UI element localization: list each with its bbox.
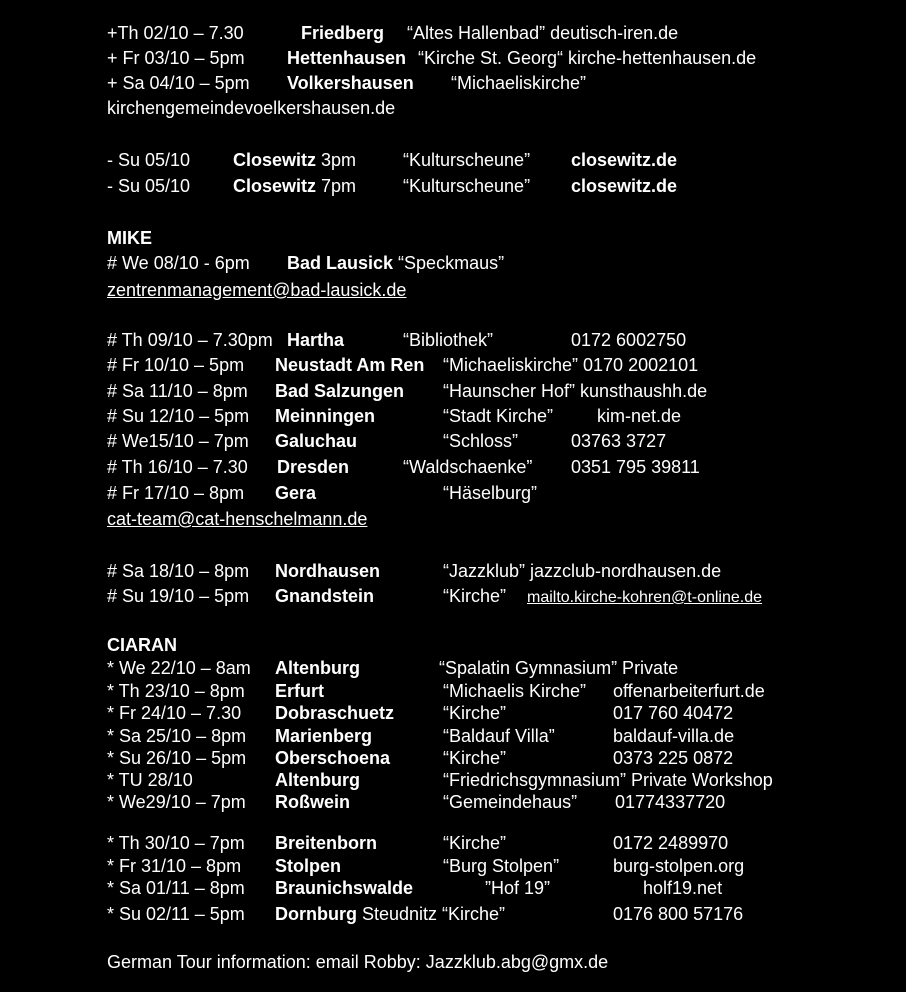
event-date: * Sa 01/11 – 8pm <box>107 878 245 898</box>
event-venue: “Baldauf Villa” <box>443 726 555 746</box>
event-venue: “Waldschaenke” <box>403 457 533 477</box>
footer-info: German Tour information: email Robby: Jazzklub.abg@gmx.de <box>107 952 609 972</box>
event-contact: burg-stolpen.org <box>613 856 745 876</box>
event-venue: “Jazzklub” jazzclub-nordhausen.de <box>443 561 722 581</box>
event-venue: “Michaelis Kirche” <box>443 681 587 701</box>
event-city: Neustadt Am Ren <box>275 355 425 375</box>
section-heading-mike: MIKE <box>107 228 152 248</box>
event-date: # We 08/10 - 6pm <box>107 253 250 273</box>
event-city: Hettenhausen <box>287 48 407 68</box>
event-date: # Sa 11/10 – 8pm <box>107 381 248 401</box>
event-contact: 017 760 40472 <box>613 703 734 723</box>
event-contact: offenarbeiterfurt.de <box>613 681 765 701</box>
event-venue: “Michaeliskirche” <box>451 73 587 93</box>
event-venue: “Kulturscheune” <box>403 176 531 196</box>
event-city: Galuchau <box>275 431 358 451</box>
event-city: Stolpen <box>275 856 341 876</box>
event-city: Friedberg <box>301 23 385 43</box>
event-venue: “Burg Stolpen” <box>443 856 560 876</box>
event-date: * Sa 25/10 – 8pm <box>107 726 247 746</box>
event-website: closewitz.de <box>571 150 678 170</box>
event-venue: ”Hof 19” <box>485 878 551 898</box>
email-link[interactable]: cat-team@cat-henschelmann.de <box>107 509 368 529</box>
event-contact: 03763 3727 <box>571 431 667 451</box>
event-venue: “Kirche” <box>443 748 507 768</box>
event-venue: “Häselburg” <box>443 483 538 503</box>
event-city: Gnandstein <box>275 586 375 606</box>
event-contact: holf19.net <box>643 878 723 898</box>
event-date: * We29/10 – 7pm <box>107 792 246 812</box>
event-city-venue: Bad Lausick “Speckmaus” <box>287 253 505 273</box>
event-date: # Th 09/10 – 7.30pm <box>107 330 273 350</box>
event-venue: “Friedrichsgymnasium” Private Workshop <box>443 770 773 790</box>
event-city: Altenburg <box>275 658 360 678</box>
event-date: - Su 05/10 <box>107 176 191 196</box>
event-venue: “Kulturscheune” <box>403 150 531 170</box>
event-date: * Fr 24/10 – 7.30 <box>107 703 242 723</box>
event-contact: kim-net.de <box>597 406 682 426</box>
event-date: + Sa 04/10 – 5pm <box>107 73 250 93</box>
event-city: Meinningen <box>275 406 375 426</box>
email-link[interactable]: zentrenmanagement@bad-lausick.de <box>107 280 407 300</box>
event-city: Breitenborn <box>275 833 378 853</box>
event-date: # Su 12/10 – 5pm <box>107 406 250 426</box>
event-city: Bad Salzungen <box>275 381 405 401</box>
event-date: * TU 28/10 <box>107 770 193 790</box>
event-venue: “Kirche St. Georg“ kirche-hettenhausen.de <box>418 48 757 68</box>
event-date: + Fr 03/10 – 5pm <box>107 48 245 68</box>
event-contact: 0172 2489970 <box>613 833 729 853</box>
event-city-venue: Dornburg Steudnitz “Kirche” <box>275 904 506 924</box>
event-date: - Su 05/10 <box>107 150 191 170</box>
event-date: # Th 16/10 – 7.30 <box>107 457 248 477</box>
event-date: * Su 02/11 – 5pm <box>107 904 245 924</box>
event-date: * Su 26/10 – 5pm <box>107 748 247 768</box>
event-venue: “Kirche” <box>443 833 507 853</box>
event-date: # We15/10 – 7pm <box>107 431 249 451</box>
event-contact: 0172 6002750 <box>571 330 687 350</box>
event-contact: baldauf-villa.de <box>613 726 735 746</box>
event-date: # Sa 18/10 – 8pm <box>107 561 250 581</box>
section-heading-ciaran: CIARAN <box>107 635 177 655</box>
event-city: Erfurt <box>275 681 324 701</box>
event-venue: “Michaeliskirche” 0170 2002101 <box>443 355 699 375</box>
email-link[interactable]: mailto.kirche-kohren@t-online.de <box>527 589 763 606</box>
event-city: Gera <box>275 483 317 503</box>
event-date: * Th 30/10 – 7pm <box>107 833 245 853</box>
event-venue: “Kirche” <box>443 586 507 606</box>
event-contact: 0176 800 57176 <box>613 904 744 924</box>
event-city: Oberschoena <box>275 748 391 768</box>
event-venue: “Spalatin Gymnasium” Private <box>439 658 679 678</box>
event-city: Closewitz 7pm <box>233 176 357 196</box>
event-city: Closewitz 3pm <box>233 150 357 170</box>
event-date: * Fr 31/10 – 8pm <box>107 856 242 876</box>
event-city: Dobraschuetz <box>275 703 395 723</box>
event-city: Braunichswalde <box>275 878 414 898</box>
event-city: Volkershausen <box>287 73 414 93</box>
event-venue: “Stadt Kirche” <box>443 406 554 426</box>
event-date: # Fr 10/10 – 5pm <box>107 355 245 375</box>
event-venue: “Altes Hallenbad” deutisch-iren.de <box>407 23 679 43</box>
event-date: +Th 02/10 – 7.30 <box>107 23 244 43</box>
event-date: * Th 23/10 – 8pm <box>107 681 245 701</box>
event-city: Nordhausen <box>275 561 381 581</box>
event-venue: “Gemeindehaus” <box>443 792 578 812</box>
event-city: Marienberg <box>275 726 373 746</box>
event-city: Hartha <box>287 330 345 350</box>
event-contact: 0373 225 0872 <box>613 748 734 768</box>
event-venue: “Kirche” <box>443 703 507 723</box>
event-contact: 0351 795 39811 <box>571 457 700 477</box>
event-city: Altenburg <box>275 770 360 790</box>
event-venue: “Schloss” <box>443 431 519 451</box>
event-website: closewitz.de <box>571 176 678 196</box>
event-date: * We 22/10 – 8am <box>107 658 251 678</box>
event-venue: “Bibliothek” <box>403 330 494 350</box>
event-date: # Su 19/10 – 5pm <box>107 586 250 606</box>
event-city: Dresden <box>277 457 350 477</box>
event-venue: “Haunscher Hof” kunsthaushh.de <box>443 381 708 401</box>
event-contact: 01774337720 <box>615 792 726 812</box>
event-date: # Fr 17/10 – 8pm <box>107 483 245 503</box>
event-city: Roßwein <box>275 792 350 812</box>
